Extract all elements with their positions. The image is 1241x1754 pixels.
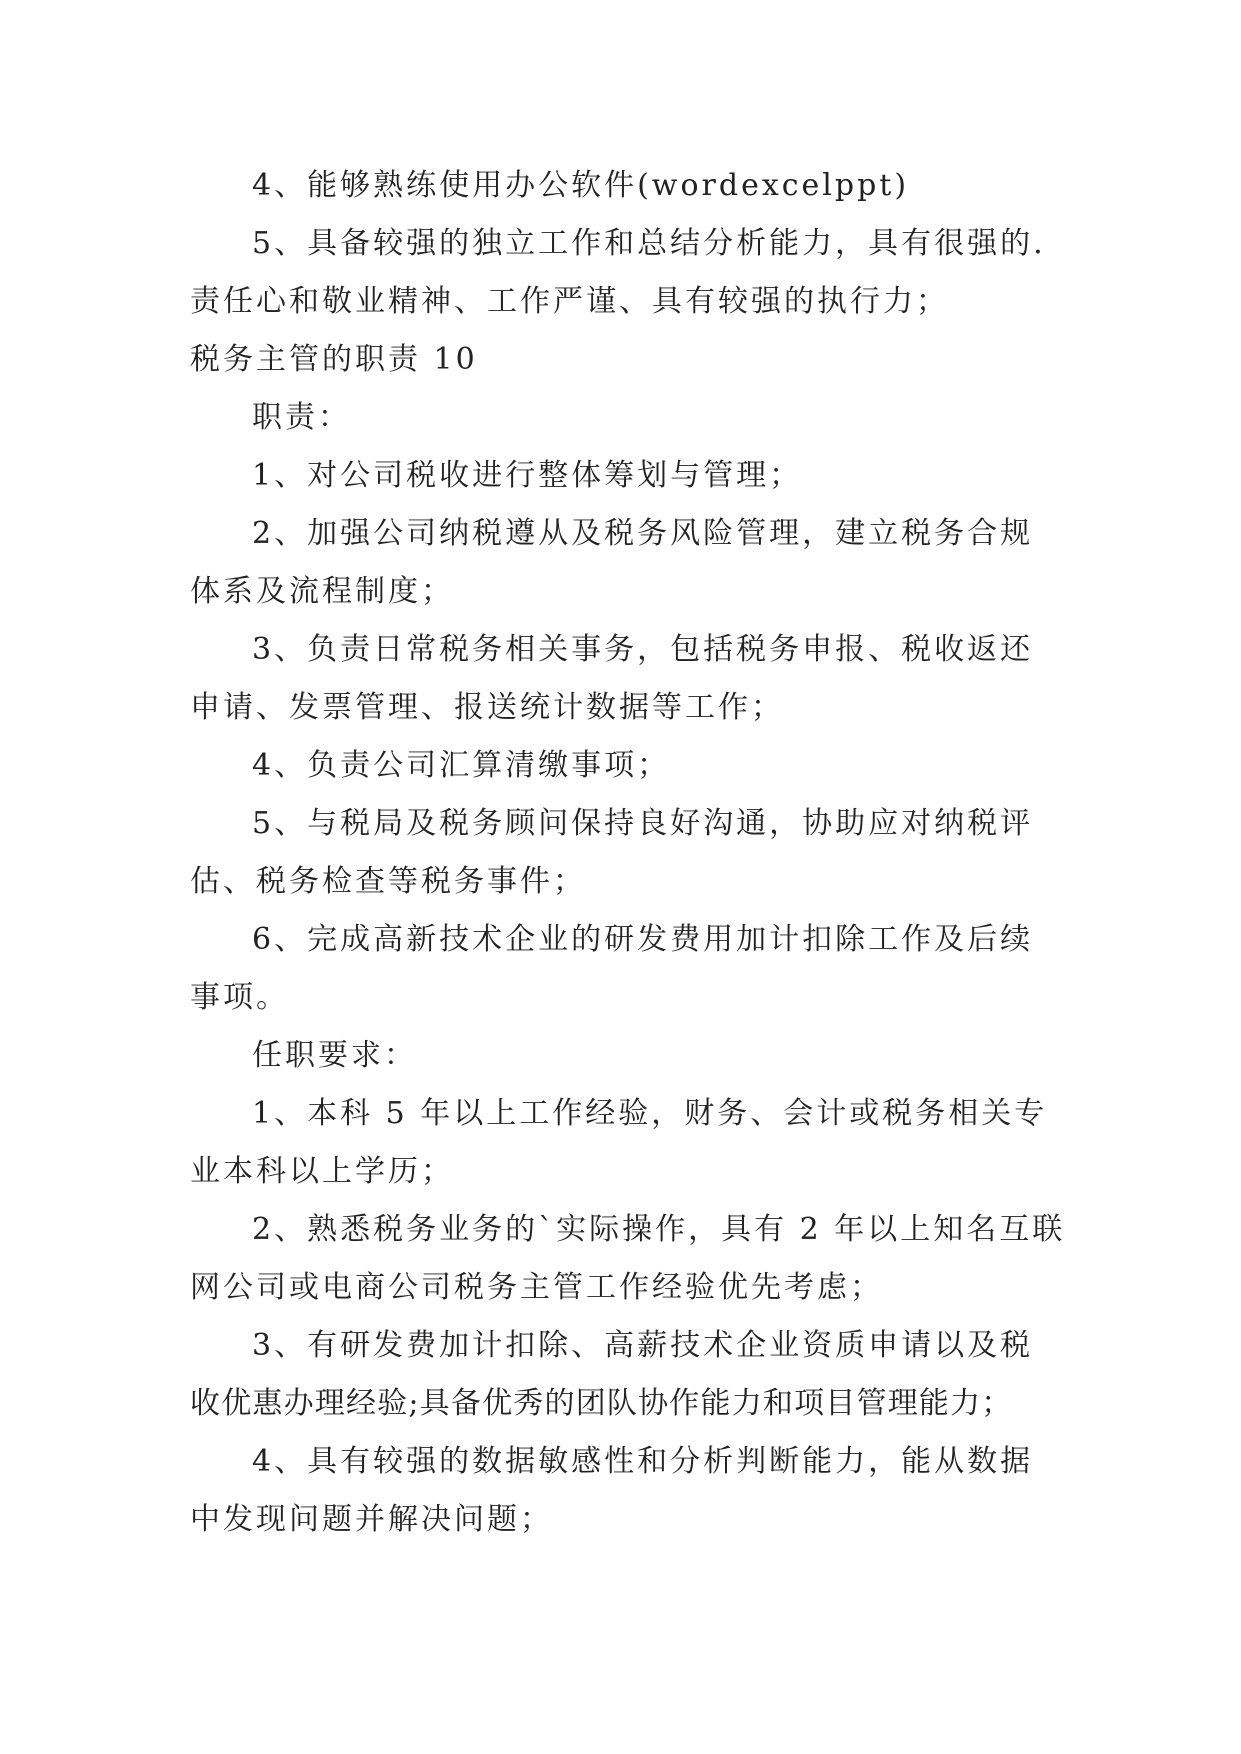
text-line: 事项。 [190, 980, 289, 1015]
text-line: 收优惠办理经验;具备优秀的团队协作能力和项目管理能力； [190, 1386, 1013, 1421]
subheading: 职责： [252, 400, 351, 435]
text-line: 2、熟悉税务业务的`实际操作，具有 2 年以上知名互联 [252, 1212, 1066, 1247]
text-line: 责任心和敬业精神、工作严谨、具有较强的执行力； [190, 284, 949, 319]
text-line: 5、与税局及税务顾问保持良好沟通，协助应对纳税评 [252, 806, 1034, 841]
text-line: 4、能够熟练使用办公软件(wordexcelppt) [252, 168, 910, 203]
text-line: 1、本科 5 年以上工作经验，财务、会计或税务相关专 [252, 1096, 1048, 1131]
text-line: 估、税务检查等税务事件； [190, 864, 586, 899]
text-line: 3、有研发费加计扣除、高薪技术企业资质申请以及税 [252, 1328, 1034, 1363]
text-line: 申请、发票管理、报送统计数据等工作； [190, 690, 784, 725]
text-line: 中发现问题并解决问题； [190, 1502, 553, 1537]
text-line: 4、负责公司汇算清缴事项； [252, 748, 671, 783]
text-line: 1、对公司税收进行整体筹划与管理； [252, 458, 803, 493]
section-heading: 税务主管的职责 10 [190, 342, 478, 377]
text-line: 4、具有较强的数据敏感性和分析判断能力，能从数据 [252, 1444, 1034, 1479]
text-line: 体系及流程制度； [190, 574, 454, 609]
text-line: 2、加强公司纳税遵从及税务风险管理，建立税务合规 [252, 516, 1034, 551]
text-line: 6、完成高新技术企业的研发费用加计扣除工作及后续 [252, 922, 1034, 957]
text-line: 网公司或电商公司税务主管工作经验优先考虑； [190, 1270, 883, 1305]
subheading: 任职要求： [252, 1038, 417, 1073]
text-line: 5、具备较强的独立工作和总结分析能力，具有很强的. [252, 226, 1046, 261]
text-line: 3、负责日常税务相关事务，包括税务申报、税收返还 [252, 632, 1034, 667]
text-line: 业本科以上学历； [190, 1154, 454, 1189]
